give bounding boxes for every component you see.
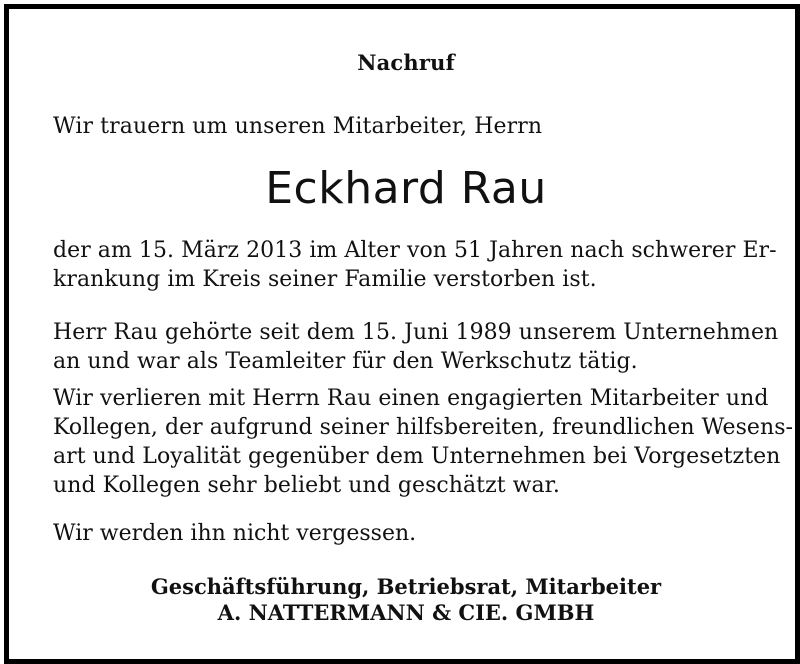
paragraph-employment [53, 318, 779, 376]
deceased-name: Eckhard Rau [265, 163, 547, 214]
paragraph-line: art und Loyalität gegenüber dem Unternehmen bei Vorgesetzten [53, 444, 781, 469]
signature-company: A. NATTERMANN & CIE. GMBH [217, 600, 595, 625]
paragraph-line: krankung im Kreis seiner Familie verstorben ist. [53, 267, 597, 292]
intro-text: Wir trauern um unseren Mitarbeiter, Herrn [53, 114, 543, 139]
signature-departments: Geschäftsführung, Betriebsrat, Mitarbeiter [150, 574, 662, 599]
obituary-frame [4, 4, 800, 664]
closing-line: Wir werden ihn nicht vergessen. [53, 521, 417, 546]
signature-block [53, 574, 759, 626]
paragraph-line: Herr Rau gehörte seit dem 15. Juni 1989 unserem Unternehmen [53, 320, 779, 345]
paragraph-line: an und war als Teamleiter für den Werkschutz tätig. [53, 349, 638, 374]
paragraph-death-details [53, 236, 777, 294]
paragraph-line: und Kollegen sehr beliebt und geschätzt war. [53, 473, 560, 498]
paragraph-line: Kollegen, der aufgrund seiner hilfsbereiten, freundlichen Wesens- [53, 415, 794, 440]
paragraph-line: Wir verlieren mit Herrn Rau einen engagierten Mitarbeiter und [53, 386, 769, 411]
notice-heading: Nachruf [357, 50, 455, 75]
paragraph-line: der am 15. März 2013 im Alter von 51 Jahren nach schwerer Er- [53, 238, 777, 263]
paragraph-tribute [53, 384, 794, 500]
